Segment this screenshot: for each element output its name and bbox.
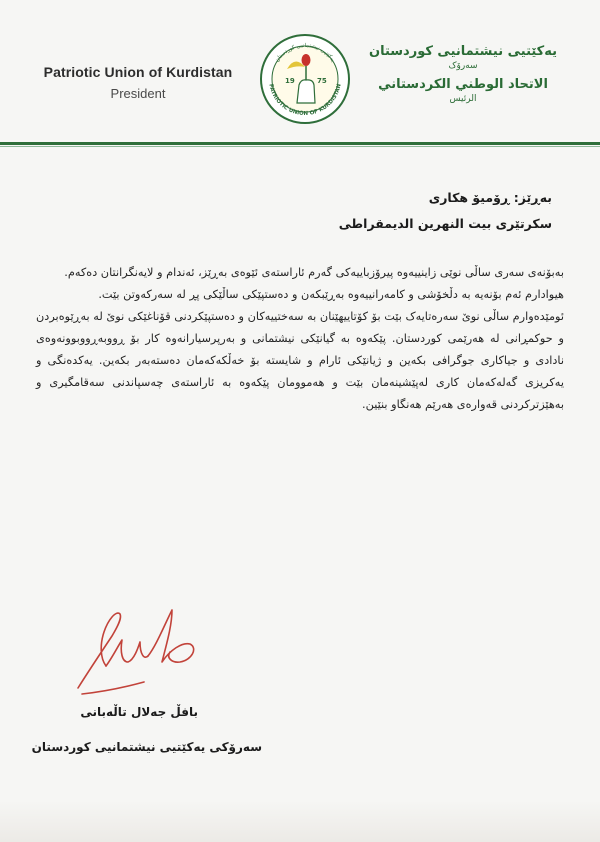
title-arabic: الرئيس [449, 94, 477, 104]
org-name-kurdish: یەکێتیی نیشتمانیی کوردستان [368, 44, 558, 59]
logo-year-left: 19 [285, 77, 295, 85]
logo-ring-text-kurdish-path: یەکێتیی نیشتمانیی کوردستان [274, 42, 336, 64]
header-english-block [28, 64, 248, 101]
page-bottom-shade [0, 800, 600, 842]
body-paragraph-1: بەبۆنەی سەری ساڵی نوێی زاینییەوە پیرۆزباییەکی گەرم ئاراستەی ئێوەی بەڕێز، ئەندام و لایەنگرانتان دەکەم. [64, 266, 564, 279]
body-paragraph-3: ئومێدەوارم ساڵی نوێ سەرەتایەک بێت بۆ کۆتاییهێنان بە سەختییەکان و دەستپێکردنی قۆناغێکی نوێ لە بەڕێوەبردن و حوکمڕانی لە هەرێمی کوردستان. پێکەوە بە گیانێکی نیشتمانی و بەرپرسیارانەوە کار بۆ ڕووبەڕووبوونەوەی نادادی و جیاکاری جوگرافی بکەین و ژیانێکی ئارام و شایستە بۆ خەڵکەکەمان دەستەبەر بکەین. یەکدەنگی و یەکریزی گەلەکەمان کاری لەپێشینەمان بێت و هەموومان پێکەوە بە ئاراستەی چەسپاندنی سەقامگیری و بەهێزترکردنی قەوارەی هەرێم هەنگاو بنێین. [36, 310, 564, 411]
addressee-name: بەڕێز: ڕۆمیۆ هکاری [428, 190, 552, 205]
org-name-english: Patriotic Union of Kurdistan [43, 64, 233, 80]
org-name-arabic: الاتحاد الوطني الكردستاني [378, 77, 548, 92]
puk-logo [259, 33, 351, 125]
handwritten-signature [60, 596, 210, 700]
header-divider-light [0, 146, 600, 147]
letter-body [36, 262, 564, 416]
title-english: President [110, 86, 166, 101]
signatory-title: سەرۆکی یەکێتیی نیشتمانیی کوردستان [31, 740, 262, 754]
title-kurdish: سەرۆک [448, 61, 478, 71]
logo-hand [297, 80, 315, 103]
logo-year-right: 75 [317, 77, 327, 85]
body-paragraph-2: هیوادارم ئەم بۆنەیە بە دڵخۆشی و کامەرانییەوە بەڕێبکەن و دەستپێکی ساڵێکی پڕ لە سەرکەوتن بێت. [98, 288, 564, 301]
signatory-name: بافڵ جەلال تاڵەبانی [80, 705, 198, 719]
header-kurdish-arabic-block [348, 44, 578, 104]
header-divider [0, 142, 600, 145]
addressee-position: سکرتێری بیت النهرین الدیمقراطی [338, 216, 552, 231]
logo-rose [302, 54, 311, 66]
logo-ring-text-english-path: PATRIOTIC UNION OF KURDISTAN [267, 83, 343, 118]
